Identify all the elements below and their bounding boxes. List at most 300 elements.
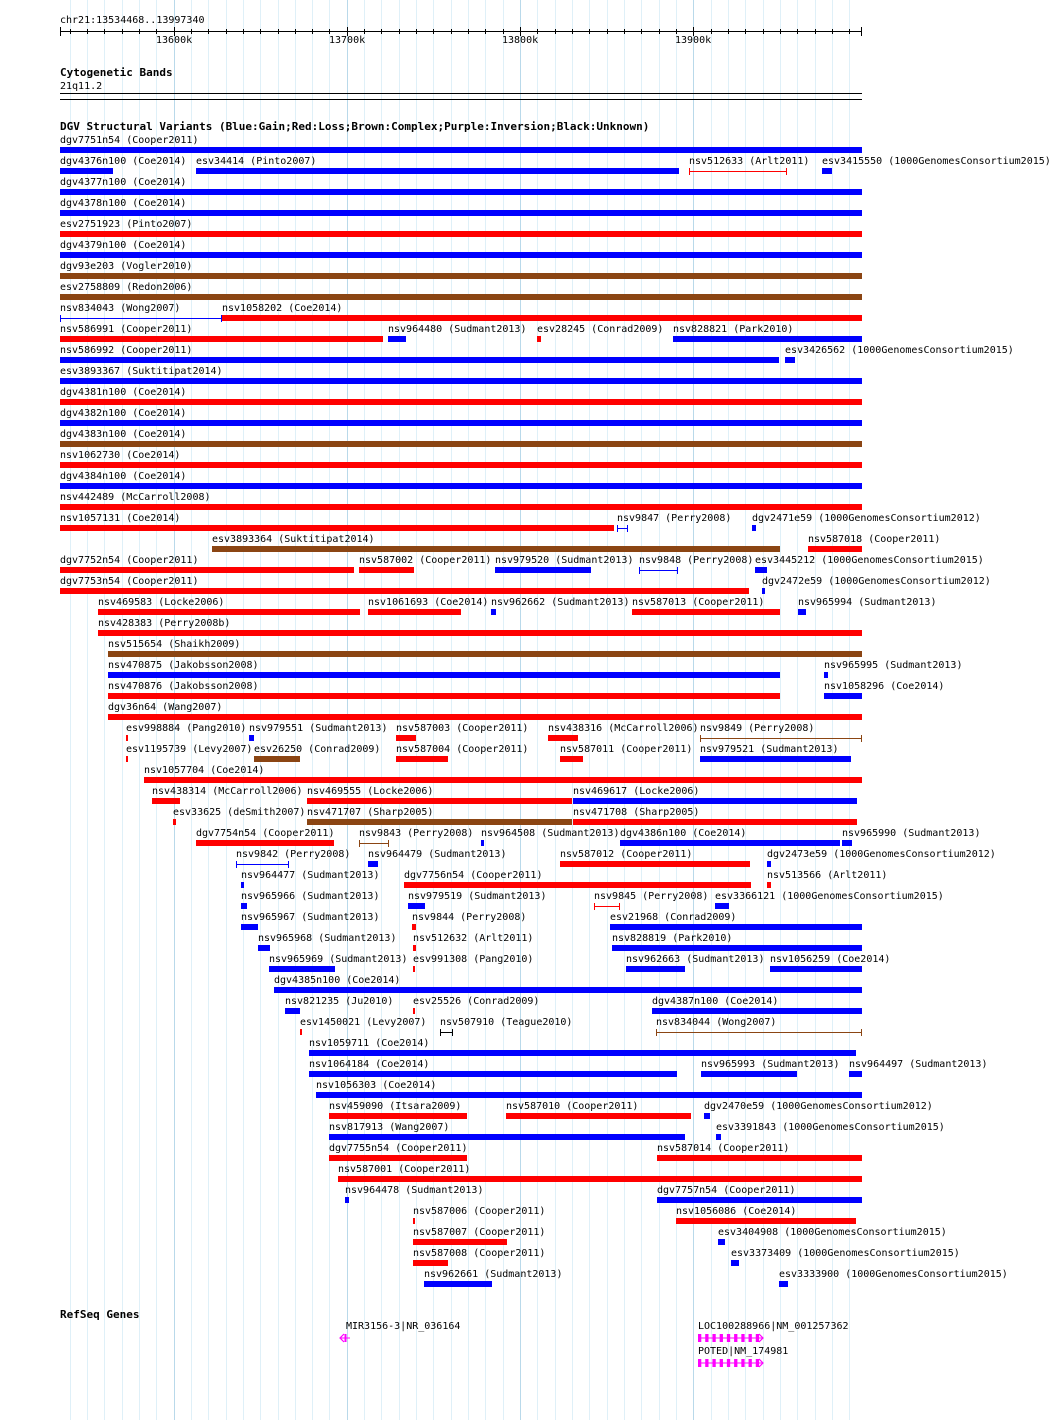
variant-label[interactable]: nsv1056303 (Coe2014) bbox=[316, 1080, 437, 1091]
variant-label[interactable]: dgv4386n100 (Coe2014) bbox=[620, 828, 747, 839]
ruler-minor-tick bbox=[676, 29, 677, 34]
variant-label[interactable]: nsv438314 (McCarroll2006) bbox=[152, 786, 303, 797]
variant-bar[interactable] bbox=[408, 903, 425, 909]
ruler-minor-tick bbox=[555, 29, 556, 34]
variant-label[interactable]: dgv4387n100 (Coe2014) bbox=[652, 996, 779, 1007]
variant-bar[interactable] bbox=[144, 777, 862, 783]
ruler-minor-tick bbox=[191, 29, 192, 34]
variant-bar[interactable] bbox=[307, 819, 572, 825]
variant-label[interactable]: nsv828821 (Park2010) bbox=[673, 324, 794, 335]
variant-label[interactable]: dgv2470e59 (1000GenomesConsortium2012) bbox=[704, 1101, 933, 1112]
variant-label[interactable]: nsv965995 (Sudmant2013) bbox=[824, 660, 963, 671]
variant-bar[interactable] bbox=[329, 1113, 467, 1119]
variant-label[interactable]: nsv587014 (Cooper2011) bbox=[657, 1143, 790, 1154]
variant-bar[interactable] bbox=[173, 819, 176, 825]
variant-label[interactable]: nsv587013 (Cooper2011) bbox=[632, 597, 765, 608]
gene-model[interactable] bbox=[339, 1333, 352, 1343]
variant-bar[interactable] bbox=[413, 1239, 507, 1245]
variant-bar[interactable] bbox=[824, 672, 828, 678]
ruler-minor-tick bbox=[122, 29, 123, 34]
region-label: chr21:13534468..13997340 bbox=[60, 15, 205, 26]
variant-bar[interactable] bbox=[639, 570, 678, 571]
variant-bar[interactable] bbox=[108, 651, 862, 657]
variant-bar[interactable] bbox=[620, 840, 840, 846]
variant-bar[interactable] bbox=[491, 609, 496, 615]
variant-label[interactable]: nsv513566 (Arlt2011) bbox=[767, 870, 888, 881]
variant-bar[interactable] bbox=[359, 567, 414, 573]
variant-bar[interactable] bbox=[60, 273, 862, 279]
variant-bar[interactable] bbox=[60, 231, 862, 237]
ruler-minor-tick bbox=[780, 29, 781, 34]
variant-label[interactable]: nsv470875 (Jakobsson2008) bbox=[108, 660, 259, 671]
variant-label[interactable]: esv3333900 (1000GenomesConsortium2015) bbox=[779, 1269, 1008, 1280]
variant-label[interactable]: nsv828819 (Park2010) bbox=[612, 933, 733, 944]
variant-label[interactable]: nsv1056086 (Coe2014) bbox=[676, 1206, 797, 1217]
variant-label[interactable]: nsv9848 (Perry2008) bbox=[639, 555, 754, 566]
variant-bar[interactable] bbox=[481, 840, 484, 846]
variant-bar[interactable] bbox=[269, 966, 335, 972]
variant-bar[interactable] bbox=[338, 1176, 862, 1182]
variant-label[interactable]: nsv9843 (Perry2008) bbox=[359, 828, 474, 839]
variant-bar[interactable] bbox=[60, 189, 862, 195]
variant-bar[interactable] bbox=[60, 420, 862, 426]
ruler-minor-tick bbox=[572, 29, 573, 34]
variant-label[interactable]: esv3893367 (Suktitipat2014) bbox=[60, 366, 223, 377]
variant-bar[interactable] bbox=[222, 315, 862, 321]
variant-label[interactable]: nsv587008 (Cooper2011) bbox=[413, 1248, 546, 1259]
variant-bar[interactable] bbox=[548, 735, 578, 741]
variant-bar[interactable] bbox=[785, 357, 795, 363]
variant-label[interactable]: nsv965990 (Sudmant2013) bbox=[842, 828, 981, 839]
variant-label[interactable]: nsv587011 (Cooper2011) bbox=[560, 744, 693, 755]
refseq-track-title: RefSeq Genes bbox=[60, 1308, 140, 1321]
variant-label[interactable]: dgv7751n54 (Cooper2011) bbox=[60, 135, 199, 146]
variant-label[interactable]: nsv964479 (Sudmant2013) bbox=[368, 849, 507, 860]
variant-label[interactable]: nsv965966 (Sudmant2013) bbox=[241, 891, 380, 902]
variant-bar[interactable] bbox=[573, 798, 857, 804]
variant-label[interactable]: esv3426562 (1000GenomesConsortium2015) bbox=[785, 345, 1014, 356]
variant-bar[interactable] bbox=[60, 318, 222, 319]
variant-bar[interactable] bbox=[60, 483, 862, 489]
variant-bar[interactable] bbox=[249, 735, 254, 741]
variant-label[interactable]: nsv469583 (Locke2006) bbox=[98, 597, 225, 608]
variant-bar[interactable] bbox=[716, 1134, 721, 1140]
variant-label[interactable]: dgv7756n54 (Cooper2011) bbox=[404, 870, 543, 881]
variant-label[interactable]: nsv9849 (Perry2008) bbox=[700, 723, 815, 734]
variant-bar[interactable] bbox=[413, 945, 416, 951]
variant-bar[interactable] bbox=[60, 525, 614, 531]
variant-label[interactable]: dgv4377n100 (Coe2014) bbox=[60, 177, 187, 188]
variant-label[interactable]: nsv9847 (Perry2008) bbox=[617, 513, 732, 524]
variant-bar[interactable] bbox=[656, 1032, 862, 1033]
variant-label[interactable]: esv2758809 (Redon2006) bbox=[60, 282, 193, 293]
ruler-minor-tick bbox=[849, 29, 850, 34]
variant-bar[interactable] bbox=[762, 588, 765, 594]
variant-bar[interactable] bbox=[241, 882, 244, 888]
variant-label[interactable]: dgv4382n100 (Coe2014) bbox=[60, 408, 187, 419]
variant-bar[interactable] bbox=[842, 840, 852, 846]
ruler-minor-tick bbox=[399, 29, 400, 34]
ruler-minor-tick bbox=[156, 29, 157, 34]
variant-bar[interactable] bbox=[676, 1218, 856, 1224]
ruler-minor-tick bbox=[312, 29, 313, 34]
variant-label[interactable]: dgv2472e59 (1000GenomesConsortium2012) bbox=[762, 576, 991, 587]
variant-label[interactable]: nsv962663 (Sudmant2013) bbox=[626, 954, 765, 965]
variant-label[interactable]: nsv834044 (Wong2007) bbox=[656, 1017, 777, 1028]
variant-bar[interactable] bbox=[60, 294, 862, 300]
ruler-minor-tick bbox=[226, 29, 227, 34]
ruler-minor-tick bbox=[87, 29, 88, 34]
variant-label[interactable]: nsv1057131 (Coe2014) bbox=[60, 513, 181, 524]
variant-bar[interactable] bbox=[700, 738, 862, 739]
variant-bar[interactable] bbox=[689, 171, 787, 172]
variant-bar[interactable] bbox=[60, 378, 862, 384]
variant-bar[interactable] bbox=[612, 945, 862, 951]
variant-bar[interactable] bbox=[657, 1155, 862, 1161]
variant-label[interactable]: nsv1058296 (Coe2014) bbox=[824, 681, 945, 692]
ruler-end-tick bbox=[861, 27, 862, 36]
variant-label[interactable]: nsv817913 (Wang2007) bbox=[329, 1122, 450, 1133]
variant-label[interactable]: nsv965969 (Sudmant2013) bbox=[269, 954, 408, 965]
variant-bar[interactable] bbox=[752, 525, 756, 531]
variant-bar[interactable] bbox=[755, 567, 767, 573]
variant-label[interactable]: nsv586991 (Cooper2011) bbox=[60, 324, 193, 335]
variant-label[interactable]: nsv438316 (McCarroll2006) bbox=[548, 723, 699, 734]
ruler-minor-tick bbox=[763, 29, 764, 34]
variant-bar[interactable] bbox=[368, 861, 378, 867]
ruler-axis bbox=[60, 31, 862, 32]
cytoband-top-line bbox=[60, 93, 862, 94]
ruler-minor-tick bbox=[364, 29, 365, 34]
variant-label[interactable]: nsv821235 (Ju2010) bbox=[285, 996, 394, 1007]
variant-label[interactable]: dgv4385n100 (Coe2014) bbox=[274, 975, 401, 986]
variant-bar[interactable] bbox=[60, 567, 354, 573]
ruler-minor-tick bbox=[278, 29, 279, 34]
variant-label[interactable]: nsv512632 (Arlt2011) bbox=[413, 933, 534, 944]
variant-label[interactable]: dgv7755n54 (Cooper2011) bbox=[329, 1143, 468, 1154]
variant-label[interactable]: nsv587018 (Cooper2011) bbox=[808, 534, 941, 545]
variant-label[interactable]: nsv1057704 (Coe2014) bbox=[144, 765, 265, 776]
cytoband-bottom-line bbox=[60, 99, 862, 100]
variant-bar[interactable] bbox=[560, 756, 583, 762]
variant-label[interactable]: nsv9844 (Perry2008) bbox=[412, 912, 527, 923]
variant-label[interactable]: nsv471707 (Sharp2005) bbox=[307, 807, 434, 818]
variant-label[interactable]: esv3445212 (1000GenomesConsortium2015) bbox=[755, 555, 984, 566]
variant-bar[interactable] bbox=[673, 336, 862, 342]
variant-label[interactable]: esv28245 (Conrad2009) bbox=[537, 324, 664, 335]
variant-label[interactable]: nsv834043 (Wong2007) bbox=[60, 303, 181, 314]
variant-bar[interactable] bbox=[849, 1071, 862, 1077]
ruler-minor-tick bbox=[70, 29, 71, 34]
variant-bar[interactable] bbox=[316, 1092, 862, 1098]
variant-label[interactable]: nsv470876 (Jakobsson2008) bbox=[108, 681, 259, 692]
ruler-minor-tick bbox=[208, 29, 209, 34]
ruler-minor-tick bbox=[139, 29, 140, 34]
ruler-minor-tick bbox=[659, 29, 660, 34]
cytoband-label: 21q11.2 bbox=[60, 81, 103, 92]
variant-label[interactable]: nsv428383 (Perry2008b) bbox=[98, 618, 231, 629]
variant-bar[interactable] bbox=[808, 546, 862, 552]
variant-label[interactable]: nsv469555 (Locke2006) bbox=[307, 786, 434, 797]
variant-bar[interactable] bbox=[413, 1218, 415, 1224]
variant-bar[interactable] bbox=[715, 903, 729, 909]
variant-label[interactable]: nsv979551 (Sudmant2013) bbox=[249, 723, 388, 734]
variant-bar[interactable] bbox=[413, 1008, 415, 1014]
cytoband-track-title: Cytogenetic Bands bbox=[60, 66, 173, 79]
variant-bar[interactable] bbox=[60, 210, 862, 216]
variant-label[interactable]: nsv442489 (McCarroll2008) bbox=[60, 492, 211, 503]
variant-bar[interactable] bbox=[60, 399, 862, 405]
variant-bar[interactable] bbox=[60, 147, 862, 153]
variant-bar[interactable] bbox=[285, 1008, 300, 1014]
ruler-minor-tick bbox=[243, 29, 244, 34]
variant-label[interactable]: nsv471708 (Sharp2005) bbox=[573, 807, 700, 818]
variant-label[interactable]: nsv587003 (Cooper2011) bbox=[396, 723, 529, 734]
variant-label[interactable]: nsv1058202 (Coe2014) bbox=[222, 303, 343, 314]
variant-bar[interactable] bbox=[388, 336, 406, 342]
gene-label[interactable]: MIR3156-3|NR_036164 bbox=[346, 1321, 461, 1332]
variant-bar[interactable] bbox=[652, 1008, 862, 1014]
variant-label[interactable]: esv3391843 (1000GenomesConsortium2015) bbox=[716, 1122, 945, 1133]
variant-label[interactable]: nsv965994 (Sudmant2013) bbox=[798, 597, 937, 608]
variant-label[interactable]: dgv4383n100 (Coe2014) bbox=[60, 429, 187, 440]
variant-bar[interactable] bbox=[617, 528, 628, 529]
variant-label[interactable]: nsv1056259 (Coe2014) bbox=[770, 954, 891, 965]
variant-label[interactable]: nsv1061693 (Coe2014) bbox=[368, 597, 489, 608]
variant-label[interactable]: esv21968 (Conrad2009) bbox=[610, 912, 737, 923]
variant-bar[interactable] bbox=[309, 1050, 856, 1056]
variant-label[interactable]: dgv7754n54 (Cooper2011) bbox=[196, 828, 335, 839]
variant-label[interactable]: esv991308 (Pang2010) bbox=[413, 954, 534, 965]
variant-bar[interactable] bbox=[98, 630, 862, 636]
variant-label[interactable]: dgv7753n54 (Cooper2011) bbox=[60, 576, 199, 587]
variant-bar[interactable] bbox=[60, 462, 862, 468]
variant-label[interactable]: nsv964480 (Sudmant2013) bbox=[388, 324, 527, 335]
variant-label[interactable]: nsv587001 (Cooper2011) bbox=[338, 1164, 471, 1175]
variant-bar[interactable] bbox=[594, 906, 620, 907]
variant-label[interactable]: nsv512633 (Arlt2011) bbox=[689, 156, 810, 167]
variant-bar[interactable] bbox=[506, 1113, 691, 1119]
variant-bar[interactable] bbox=[718, 1239, 725, 1245]
variant-bar[interactable] bbox=[495, 567, 591, 573]
variant-label[interactable]: nsv586992 (Cooper2011) bbox=[60, 345, 193, 356]
variant-bar[interactable] bbox=[396, 756, 448, 762]
variant-bar[interactable] bbox=[108, 714, 862, 720]
variant-label[interactable]: esv3404908 (1000GenomesConsortium2015) bbox=[718, 1227, 947, 1238]
ruler-minor-tick bbox=[295, 29, 296, 34]
variant-bar[interactable] bbox=[108, 672, 780, 678]
ruler-tick-label: 13600k bbox=[156, 35, 193, 46]
variant-bar[interactable] bbox=[258, 945, 270, 951]
variant-label[interactable]: nsv964497 (Sudmant2013) bbox=[849, 1059, 988, 1070]
variant-bar[interactable] bbox=[626, 966, 685, 972]
variant-bar[interactable] bbox=[779, 1281, 788, 1287]
variant-bar[interactable] bbox=[60, 252, 862, 258]
variant-label[interactable]: nsv469617 (Locke2006) bbox=[573, 786, 700, 797]
variant-label[interactable]: nsv962662 (Sudmant2013) bbox=[491, 597, 630, 608]
variant-bar[interactable] bbox=[212, 546, 780, 552]
variant-label[interactable]: esv3415550 (1000GenomesConsortium2015) bbox=[822, 156, 1051, 167]
variant-label[interactable]: esv1450021 (Levy2007) bbox=[300, 1017, 427, 1028]
variant-bar[interactable] bbox=[309, 1071, 677, 1077]
variant-bar[interactable] bbox=[700, 756, 851, 762]
variant-label[interactable]: nsv1059711 (Coe2014) bbox=[309, 1038, 430, 1049]
variant-label[interactable]: nsv965967 (Sudmant2013) bbox=[241, 912, 380, 923]
variant-bar[interactable] bbox=[329, 1134, 685, 1140]
dgv-track-title: DGV Structural Variants (Blue:Gain;Red:Loss;Brown:Complex;Purple:Inversion;Black:Unknown) bbox=[60, 120, 650, 133]
variant-bar[interactable] bbox=[254, 756, 300, 762]
variant-bar[interactable] bbox=[300, 1029, 302, 1035]
variant-bar[interactable] bbox=[274, 987, 862, 993]
variant-label[interactable]: esv1195739 (Levy2007) bbox=[126, 744, 253, 755]
variant-label[interactable]: nsv964478 (Sudmant2013) bbox=[345, 1185, 484, 1196]
variant-bar[interactable] bbox=[236, 864, 289, 865]
variant-label[interactable]: esv3366121 (1000GenomesConsortium2015) bbox=[715, 891, 944, 902]
ruler-minor-tick bbox=[728, 29, 729, 34]
variant-bar[interactable] bbox=[241, 903, 247, 909]
variant-bar[interactable] bbox=[822, 168, 832, 174]
variant-label[interactable]: dgv7752n54 (Cooper2011) bbox=[60, 555, 199, 566]
variant-bar[interactable] bbox=[196, 168, 679, 174]
variant-label[interactable]: esv26250 (Conrad2009) bbox=[254, 744, 381, 755]
gene-label[interactable]: LOC100288966|NM_001257362 bbox=[698, 1321, 849, 1332]
variant-bar[interactable] bbox=[767, 861, 771, 867]
variant-bar[interactable] bbox=[60, 168, 113, 174]
variant-bar[interactable] bbox=[98, 609, 360, 615]
ruler-start-tick bbox=[60, 27, 61, 36]
variant-label[interactable]: nsv9845 (Perry2008) bbox=[594, 891, 709, 902]
variant-label[interactable]: esv2751923 (Pinto2007) bbox=[60, 219, 193, 230]
ruler-minor-tick bbox=[433, 29, 434, 34]
variant-bar[interactable] bbox=[537, 336, 541, 342]
gene-model[interactable] bbox=[696, 1358, 765, 1368]
variant-label[interactable]: nsv459090 (Itsara2009) bbox=[329, 1101, 462, 1112]
variant-bar[interactable] bbox=[424, 1281, 492, 1287]
ruler-minor-tick bbox=[641, 29, 642, 34]
variant-bar[interactable] bbox=[396, 735, 416, 741]
ruler-minor-tick bbox=[381, 29, 382, 34]
variant-label[interactable]: dgv36n64 (Wang2007) bbox=[108, 702, 223, 713]
variant-bar[interactable] bbox=[440, 1032, 453, 1033]
ruler-minor-tick bbox=[451, 29, 452, 34]
gene-model[interactable] bbox=[696, 1333, 765, 1343]
variant-bar[interactable] bbox=[368, 609, 461, 615]
variant-label[interactable]: nsv965993 (Sudmant2013) bbox=[701, 1059, 840, 1070]
variant-label[interactable]: dgv4384n100 (Coe2014) bbox=[60, 471, 187, 482]
variant-bar[interactable] bbox=[307, 798, 572, 804]
variant-label[interactable]: dgv2471e59 (1000GenomesConsortium2012) bbox=[752, 513, 981, 524]
variant-label[interactable]: esv33625 (deSmith2007) bbox=[173, 807, 306, 818]
variant-bar[interactable] bbox=[610, 924, 862, 930]
variant-label[interactable]: nsv979519 (Sudmant2013) bbox=[408, 891, 547, 902]
ruler-minor-tick bbox=[503, 29, 504, 34]
variant-bar[interactable] bbox=[196, 840, 334, 846]
ruler-minor-tick bbox=[607, 29, 608, 34]
variant-label[interactable]: nsv587010 (Cooper2011) bbox=[506, 1101, 639, 1112]
variant-bar[interactable] bbox=[345, 1197, 349, 1203]
variant-bar[interactable] bbox=[560, 861, 750, 867]
ruler-minor-tick bbox=[329, 29, 330, 34]
variant-bar[interactable] bbox=[657, 1197, 862, 1203]
variant-label[interactable]: esv25526 (Conrad2009) bbox=[413, 996, 540, 1007]
variant-bar[interactable] bbox=[60, 504, 862, 510]
ruler-minor-tick bbox=[832, 29, 833, 34]
variant-label[interactable]: dgv4376n100 (Coe2014) bbox=[60, 156, 187, 167]
variant-bar[interactable] bbox=[108, 693, 780, 699]
variant-label[interactable]: nsv964508 (Sudmant2013) bbox=[481, 828, 620, 839]
variant-label[interactable]: nsv587004 (Cooper2011) bbox=[396, 744, 529, 755]
variant-label[interactable]: nsv979520 (Sudmant2013) bbox=[495, 555, 634, 566]
variant-bar[interactable] bbox=[413, 966, 415, 972]
variant-label[interactable]: nsv507910 (Teague2010) bbox=[440, 1017, 573, 1028]
variant-label[interactable]: nsv962661 (Sudmant2013) bbox=[424, 1269, 563, 1280]
variant-bar[interactable] bbox=[770, 966, 862, 972]
variant-label[interactable]: esv3893364 (Suktitipat2014) bbox=[212, 534, 375, 545]
variant-bar[interactable] bbox=[329, 1155, 467, 1161]
variant-label[interactable]: nsv964477 (Sudmant2013) bbox=[241, 870, 380, 881]
variant-bar[interactable] bbox=[573, 819, 857, 825]
variant-label[interactable]: dgv4378n100 (Coe2014) bbox=[60, 198, 187, 209]
variant-label[interactable]: nsv587007 (Cooper2011) bbox=[413, 1227, 546, 1238]
variant-bar[interactable] bbox=[126, 756, 128, 762]
variant-bar[interactable] bbox=[824, 693, 862, 699]
variant-bar[interactable] bbox=[413, 1260, 448, 1266]
variant-label[interactable]: nsv979521 (Sudmant2013) bbox=[700, 744, 839, 755]
variant-bar[interactable] bbox=[798, 609, 806, 615]
variant-label[interactable]: esv34414 (Pinto2007) bbox=[196, 156, 317, 167]
variant-label[interactable]: dgv93e203 (Vogler2010) bbox=[60, 261, 193, 272]
variant-label[interactable]: nsv1064184 (Coe2014) bbox=[309, 1059, 430, 1070]
ruler-minor-tick bbox=[416, 29, 417, 34]
variant-bar[interactable] bbox=[701, 1071, 797, 1077]
variant-bar[interactable] bbox=[704, 1113, 710, 1119]
variant-bar[interactable] bbox=[359, 843, 389, 844]
variant-label[interactable]: nsv9842 (Perry2008) bbox=[236, 849, 351, 860]
ruler-minor-tick bbox=[468, 29, 469, 34]
gene-label[interactable]: POTED|NM_174981 bbox=[698, 1346, 789, 1357]
variant-label[interactable]: nsv587006 (Cooper2011) bbox=[413, 1206, 546, 1217]
variant-bar[interactable] bbox=[60, 357, 779, 363]
variant-label[interactable]: nsv587002 (Cooper2011) bbox=[359, 555, 492, 566]
variant-bar[interactable] bbox=[60, 588, 749, 594]
ruler-tick-label: 13900k bbox=[675, 35, 712, 46]
variant-label[interactable]: esv998884 (Pang2010) bbox=[126, 723, 247, 734]
variant-bar[interactable] bbox=[152, 798, 180, 804]
variant-label[interactable]: nsv1062730 (Coe2014) bbox=[60, 450, 181, 461]
variant-label[interactable]: dgv4381n100 (Coe2014) bbox=[60, 387, 187, 398]
ruler-minor-tick bbox=[104, 29, 105, 34]
variant-bar[interactable] bbox=[412, 924, 416, 930]
variant-label[interactable]: nsv587012 (Cooper2011) bbox=[560, 849, 693, 860]
ruler-minor-tick bbox=[815, 29, 816, 34]
variant-label[interactable]: dgv4379n100 (Coe2014) bbox=[60, 240, 187, 251]
variant-bar[interactable] bbox=[60, 441, 862, 447]
variant-bar[interactable] bbox=[404, 882, 751, 888]
variant-bar[interactable] bbox=[632, 609, 780, 615]
variant-bar[interactable] bbox=[126, 735, 128, 741]
variant-label[interactable]: nsv965968 (Sudmant2013) bbox=[258, 933, 397, 944]
ruler-minor-tick bbox=[589, 29, 590, 34]
variant-bar[interactable] bbox=[767, 882, 771, 888]
variant-label[interactable]: esv3373409 (1000GenomesConsortium2015) bbox=[731, 1248, 960, 1259]
variant-bar[interactable] bbox=[241, 924, 258, 930]
variant-label[interactable]: nsv515654 (Shaikh2009) bbox=[108, 639, 241, 650]
variant-bar[interactable] bbox=[731, 1260, 739, 1266]
variant-label[interactable]: dgv7757n54 (Cooper2011) bbox=[657, 1185, 796, 1196]
ruler-minor-tick bbox=[745, 29, 746, 34]
variant-bar[interactable] bbox=[60, 336, 383, 342]
variant-label[interactable]: dgv2473e59 (1000GenomesConsortium2012) bbox=[767, 849, 996, 860]
